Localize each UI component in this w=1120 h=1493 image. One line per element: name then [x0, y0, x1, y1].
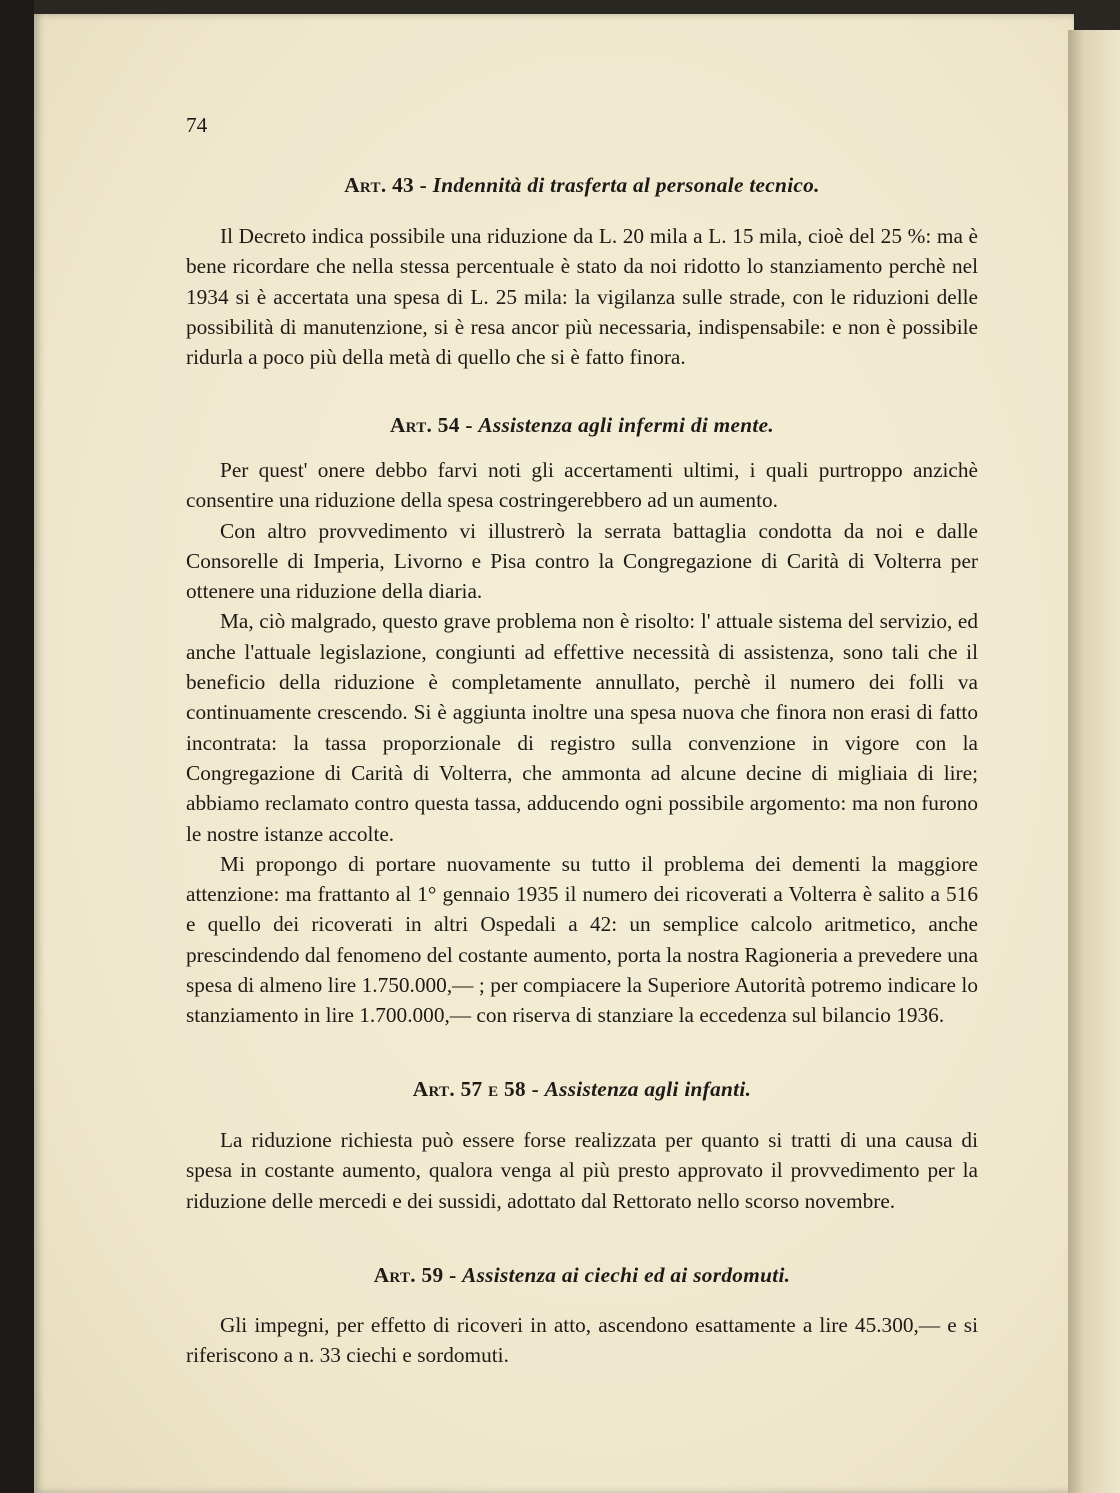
paragraph: Mi propongo di portare nuovamente su tutto il problema dei dementi la maggiore attenzione: ma frattanto al 1° gennaio 1935 il numero dei ricoverati a Volterra è salito a 516 e quello dei ricoverati in altri Ospedali a 42: un semplice calcolo aritmetico, anche prescindendo dal fenomeno del costante aumento, porta la nostra Ragioneria a prevedere una spesa di almeno lire 1.750.000,— ; per compiacere la Superiore Autorità potremo indicare lo stanziamento in lire 1.700.000,— con riserva di stanziare la eccedenza sul bilancio 1936. — [186, 851, 978, 1028]
paragraph: Ma, ciò malgrado, questo grave problema non è risolto: l' attuale sistema del servizio, ed anche l'attuale legislazione, congiunti ad effettive necessità di assistenza, sono tali che il beneficio della riduzione è completamente annullato, perchè il numero dei folli va continuamente crescendo. Si è aggiunta inoltre una spesa nuova che finora non erasi di fatto incontrata: la tassa proporzionale di registro sulla convenzione in vigore con la Congregazione di Carità di Volterra, che ammonta ad alcune decine di migliaia di lire; abbiamo reclamato contro questa tassa, adducendo ogni possibile argomento: ma non furono le nostre istanze accolte. — [186, 609, 978, 846]
paragraph: Con altro provvedimento vi illustrerò la serrata battaglia condotta da noi e dalle Consorelle di Imperia, Livorno e Pisa contro la Congregazione di Carità di Volterra per ottenere una riduzione della diaria. — [186, 518, 978, 604]
section-heading: Art. 54 - Assistenza agli infermi di mente. — [389, 413, 775, 437]
scan-border — [0, 0, 34, 1493]
paragraph: Il Decreto indica possibile una riduzione da L. 20 mila a L. 15 mila, cioè del 25 %: ma è bene ricordare che nella stessa percentuale è stato da noi ridotto lo stanziamento perchè nel 1934 si è accertata una spesa di L. 25 mila: la vigilanza sulle strade, con le riduzioni delle possibilità di manutenzione, si è resa ancor più necessaria, indispensabile: e non è possibile ridurla a poco più della metà di quello che si è fatto finora. — [186, 224, 978, 370]
article-number: Art. 54 — [389, 413, 460, 437]
article-number: Art. 57 e 58 — [412, 1077, 526, 1101]
section-heading: Art. 43 - Indennità di trasferta al personale tecnico. — [344, 173, 820, 197]
paragraph: Per quest' onere debbo farvi noti gli accertamenti ultimi, i quali purtroppo anzichè consentire una riduzione della spesa costringerebbero ad un aumento. — [186, 458, 978, 513]
section-body — [186, 1125, 978, 1216]
paragraph: La riduzione richiesta può essere forse realizzata per quanto si tratti di una causa di spesa in costante aumento, qualora venga al più presto approvato il provvedimento per la riduzione delle mercedi e dei sussidi, adottato dal Rettorato nello scorso novembre. — [186, 1128, 978, 1213]
article-title: Assistenza ai ciechi ed ai sordomuti. — [462, 1263, 791, 1287]
article-title: Assistenza agli infermi di mente. — [478, 413, 775, 437]
section-heading: Art. 59 - Assistenza ai ciechi ed ai sordomuti. — [373, 1263, 791, 1287]
paragraph: Gli impegni, per effetto di ricoveri in atto, ascendono esattamente a lire 45.300,— e si riferiscono a n. 33 ciechi e sordomuti. — [186, 1313, 978, 1368]
page-number: 74 — [186, 113, 208, 137]
page-edge — [1068, 30, 1120, 1493]
article-title: Indennità di trasferta al personale tecnico. — [432, 173, 820, 197]
section-body — [186, 455, 978, 1031]
article-title: Assistenza agli infanti. — [544, 1077, 752, 1101]
article-number: Art. 59 — [373, 1263, 444, 1287]
section-heading: Art. 57 e 58 - Assistenza agli infanti. — [412, 1077, 752, 1101]
article-number: Art. 43 — [344, 173, 414, 197]
section-body — [186, 221, 978, 372]
section-body — [186, 1310, 978, 1371]
